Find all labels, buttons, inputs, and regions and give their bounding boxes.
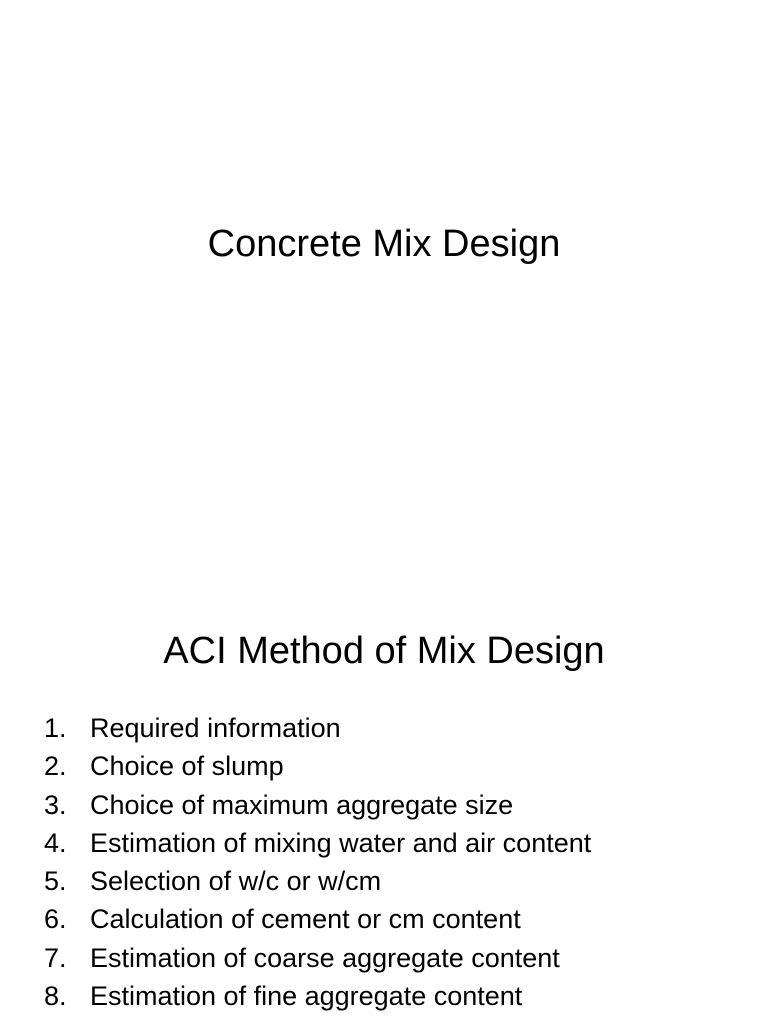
step-number: 2. — [44, 751, 67, 782]
step-number: 7. — [44, 942, 67, 973]
step-text: Estimation of mixing water and air content — [90, 827, 592, 858]
step-text: Choice of slump — [90, 751, 284, 782]
step-text: Estimation of fine aggregate content — [90, 981, 523, 1012]
step-number: 8. — [44, 981, 67, 1012]
step-text: Calculation of cement or cm content — [90, 904, 521, 935]
step-number: 1. — [44, 713, 67, 743]
step-text: Required information — [90, 713, 341, 743]
step-text: Selection of w/c or w/cm — [90, 866, 382, 897]
step-number: 3. — [44, 789, 67, 820]
step-text: Choice of maximum aggregate size — [90, 789, 514, 820]
step-text: Estimation of coarse aggregate content — [90, 942, 560, 973]
step-number: 5. — [44, 866, 67, 897]
slide-title: Concrete Mix Design — [207, 223, 561, 265]
step-number: 4. — [44, 827, 67, 858]
step-number: 6. — [44, 904, 67, 935]
slide-aci-method — [0, 576, 768, 1024]
slide-heading: ACI Method of Mix Design — [163, 630, 605, 672]
